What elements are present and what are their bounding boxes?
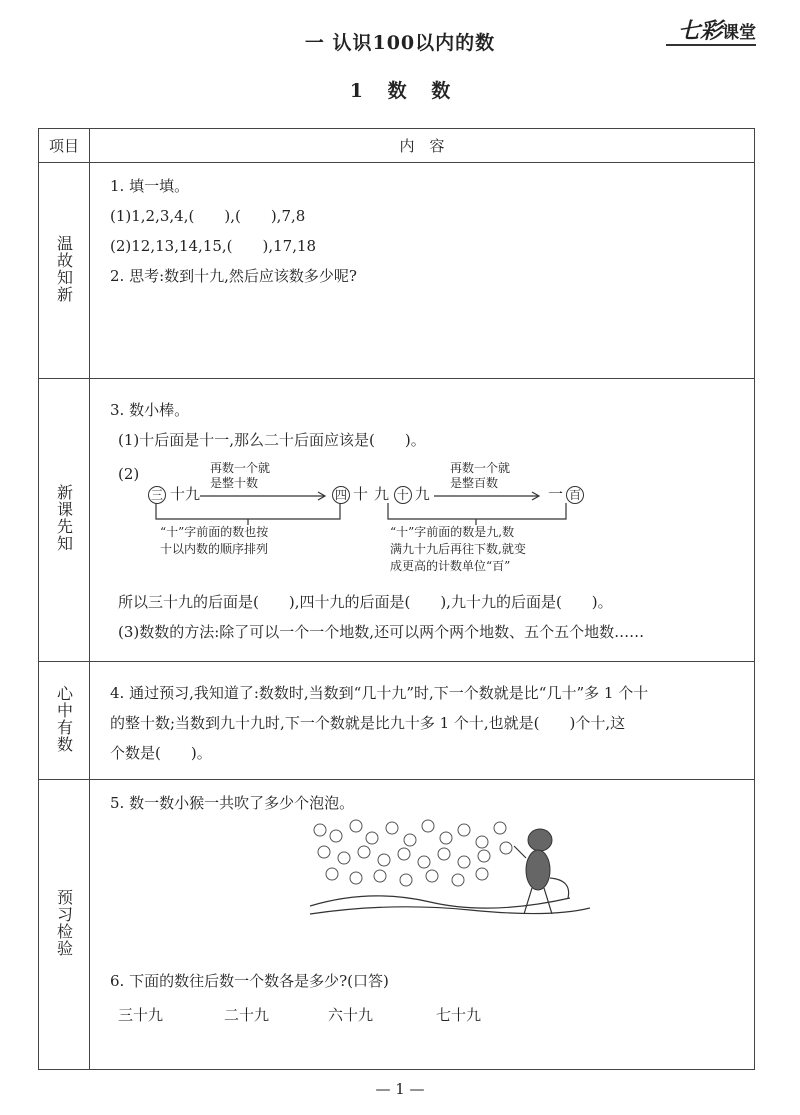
header-content: 内 容 [90,129,755,163]
right-arrow-note-1: 再数一个就 [450,461,511,475]
answer-item: 六十九 [328,1006,374,1024]
section-check [90,780,755,1070]
question-1: 1. 填一填。 [110,177,190,195]
left-caption-1: “十”字前面的数也按 [160,525,269,539]
left-arrow-note-2: 是整十数 [210,476,259,490]
right-diagram-end: 一 百 [548,485,584,504]
right-caption-3: 成更高的计数单位“百” [390,559,511,573]
worksheet-table [38,128,755,1070]
section-label-new-lesson: 新课先知 [39,379,90,662]
question-2: 2. 思考:数到十九,然后应该数多少呢? [110,267,357,285]
question-4-line-2: 的整十数;当数到九十九时,下一个数就是比九十多 1 个十,也就是( )个十,这 [110,714,626,732]
page-number: — 1 — [375,1080,425,1098]
answer-item: 七十九 [436,1006,482,1024]
left-arrow-note-1: 再数一个就 [210,461,271,475]
right-arrow-note-2: 是整百数 [450,476,499,490]
question-4-line-3: 个数是( )。 [110,744,212,762]
section-label-warmup: 温故知新 [39,163,90,379]
section-label-check: 预习检验 [39,780,90,1070]
lesson-title: 1 数 数 [349,80,451,102]
monkey-bubbles-illustration [310,818,590,928]
question-1-b: (2)12,13,14,15,( ),17,18 [110,237,317,255]
right-caption-1: “十”字前面的数是九,数 [390,525,515,539]
section-warmup [90,163,755,379]
section-know [90,662,755,780]
right-diagram-start: 九 十 九 [374,485,430,503]
left-caption-2: 十以内数的顺序排列 [160,542,269,556]
right-caption-2: 满九十九后再往下数,就变 [390,542,526,556]
question-3-2-label: (2) [118,465,140,483]
header-item: 项目 [39,129,90,163]
left-bracket [154,503,354,525]
question-4-line-1: 4. 通过预习,我知道了:数数时,当数到“几十九”时,下一个数就是比“几十”多 1 个十 [110,684,649,702]
question-3: 3. 数小棒。 [110,401,190,419]
left-diagram-start: 三 十九 [148,485,200,504]
answer-item: 二十九 [224,1006,270,1024]
brand-underline [666,44,756,46]
question-5: 5. 数一数小猴一共吹了多少个泡泡。 [110,794,355,812]
question-3-3: (3)数数的方法:除了可以一个一个地数,还可以两个两个地数、五个五个地数…… [118,623,645,641]
chapter-title: 一 认识100以内的数 [304,32,496,54]
brand-logo: 七彩课堂 [677,19,756,44]
section-new-lesson [90,379,755,662]
answer-item: 三十九 [118,1006,164,1024]
left-diagram-end: 四 十 [332,485,368,504]
question-3-1: (1)十后面是十一,那么二十后面应该是( )。 [118,431,426,449]
left-arrow [200,491,330,501]
question-3-conclusion: 所以三十九的后面是( ),四十九的后面是( ),九十九的后面是( )。 [118,593,613,611]
question-6: 6. 下面的数往后数一个数各是多少?(口答) [110,972,389,990]
question-1-a: (1)1,2,3,4,( ),( ),7,8 [110,207,306,225]
right-arrow [434,491,544,501]
right-bracket [386,503,586,525]
section-label-know: 心中有数 [39,662,90,780]
